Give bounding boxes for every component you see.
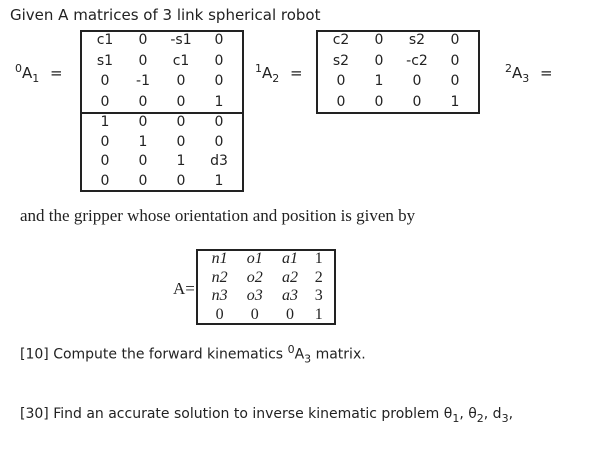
question-inverse-kinematics: [30] Find an accurate solution to inverse kinematic problem $\theta_1$, $\theta_2$, $d_3$, — [20, 406, 514, 425]
matrix-a1-cell: s1 — [96, 52, 114, 69]
matrix-a3-cell: 0 — [100, 172, 110, 189]
matrix-a3-cell: 1 — [176, 153, 186, 169]
matrix-a3-cell: 0 — [100, 153, 110, 169]
matrix-a3-cell: 0 — [176, 114, 186, 130]
matrix-a3-cell: 0 — [176, 172, 186, 189]
matrix-a2-cell: s2 — [408, 32, 426, 48]
matrix-a3-cell: d3 — [210, 153, 228, 169]
problem-title: Given A matrices of 3 link spherical robot — [10, 6, 321, 24]
matrix-a3-cell: 1 — [138, 133, 148, 150]
matrix-a1-cell: 0 — [138, 32, 148, 48]
matrix-a2-cell: 0 — [450, 73, 460, 89]
matrix-a3-cell: 0 — [138, 114, 148, 130]
gripper-matrix-cell: 0 — [215, 305, 224, 323]
matrix-a3 — [80, 112, 244, 192]
matrix-a1-cell: 0 — [214, 73, 224, 89]
matrix-a2-cell: 1 — [374, 73, 384, 89]
matrix-a1-cell: 1 — [214, 93, 224, 110]
matrix-a1-cell: c1 — [172, 52, 190, 69]
matrix-a2-cell: 1 — [450, 93, 460, 110]
matrix-a1-cell: -s1 — [170, 32, 192, 48]
gripper-label: A= — [173, 279, 195, 298]
matrix-a1-cell: 0 — [214, 52, 224, 69]
matrix-a1-label: $^0A_1$ = — [15, 62, 63, 85]
gripper-matrix-cell: 3 — [314, 287, 323, 304]
gripper-matrix-cell: n2 — [211, 268, 228, 286]
matrix-a3-cell: 0 — [176, 133, 186, 150]
matrix-a2-cell: 0 — [336, 73, 346, 89]
matrix-a2-cell: 0 — [374, 93, 384, 110]
matrix-a1-cell: -1 — [136, 73, 150, 89]
matrix-a3-cell: 1 — [100, 114, 110, 130]
matrix-a2-label: $^1A_2$ = — [255, 62, 303, 85]
gripper-matrix-cell: n1 — [211, 250, 228, 267]
gripper-matrix-cell: 1 — [314, 250, 323, 267]
matrix-a1-cell: 0 — [100, 73, 110, 89]
matrix-a2-cell: s2 — [332, 52, 350, 69]
matrix-a1 — [80, 30, 244, 114]
matrix-a3-cell: 1 — [214, 172, 224, 189]
gripper-matrix-cell: 2 — [314, 268, 323, 286]
gripper-matrix-cell: a2 — [281, 268, 298, 286]
question-forward-kinematics: [10] Compute the forward kinematics $^0A_3$ matrix. — [20, 343, 366, 366]
gripper-sentence: and the gripper whose orientation and position is given by — [20, 206, 416, 225]
gripper-matrix-cell: a3 — [281, 287, 298, 304]
matrix-a1-cell: 0 — [100, 93, 110, 110]
gripper-matrix-cell: o1 — [246, 250, 263, 267]
matrix-a2-cell: -c2 — [406, 52, 428, 69]
matrix-a2-cell: 0 — [412, 93, 422, 110]
gripper-matrix-cell: 0 — [250, 305, 259, 323]
matrix-a2 — [316, 30, 480, 114]
matrix-a3-cell: 0 — [138, 172, 148, 189]
matrix-a3-cell: 0 — [214, 133, 224, 150]
matrix-a3-cell: 0 — [214, 114, 224, 130]
matrix-a2-cell: 0 — [374, 32, 384, 48]
matrix-a2-cell: 0 — [336, 93, 346, 110]
gripper-matrix-cell: 0 — [285, 305, 294, 323]
gripper-matrix-cell: a1 — [281, 250, 298, 267]
matrix-a2-cell: 0 — [412, 73, 422, 89]
gripper-matrix-cell: n3 — [211, 287, 228, 304]
matrix-a3-label: $^2A_3$ = — [505, 62, 553, 85]
matrix-a1-cell: 0 — [214, 32, 224, 48]
gripper-matrix-cell: o3 — [246, 287, 263, 304]
matrix-a3-cell: 0 — [100, 133, 110, 150]
gripper-matrix-cell: o2 — [246, 268, 263, 286]
matrix-a2-cell: c2 — [332, 32, 350, 48]
gripper-matrix — [196, 249, 336, 325]
matrix-a2-cell: 0 — [374, 52, 384, 69]
matrix-a1-cell: c1 — [96, 32, 114, 48]
matrix-a1-cell: 0 — [176, 73, 186, 89]
matrix-a1-cell: 0 — [138, 52, 148, 69]
matrix-a2-cell: 0 — [450, 52, 460, 69]
matrix-a2-cell: 0 — [450, 32, 460, 48]
gripper-matrix-cell: 1 — [314, 305, 323, 323]
matrix-a1-cell: 0 — [138, 93, 148, 110]
matrix-a1-cell: 0 — [176, 93, 186, 110]
matrix-a3-cell: 0 — [138, 153, 148, 169]
